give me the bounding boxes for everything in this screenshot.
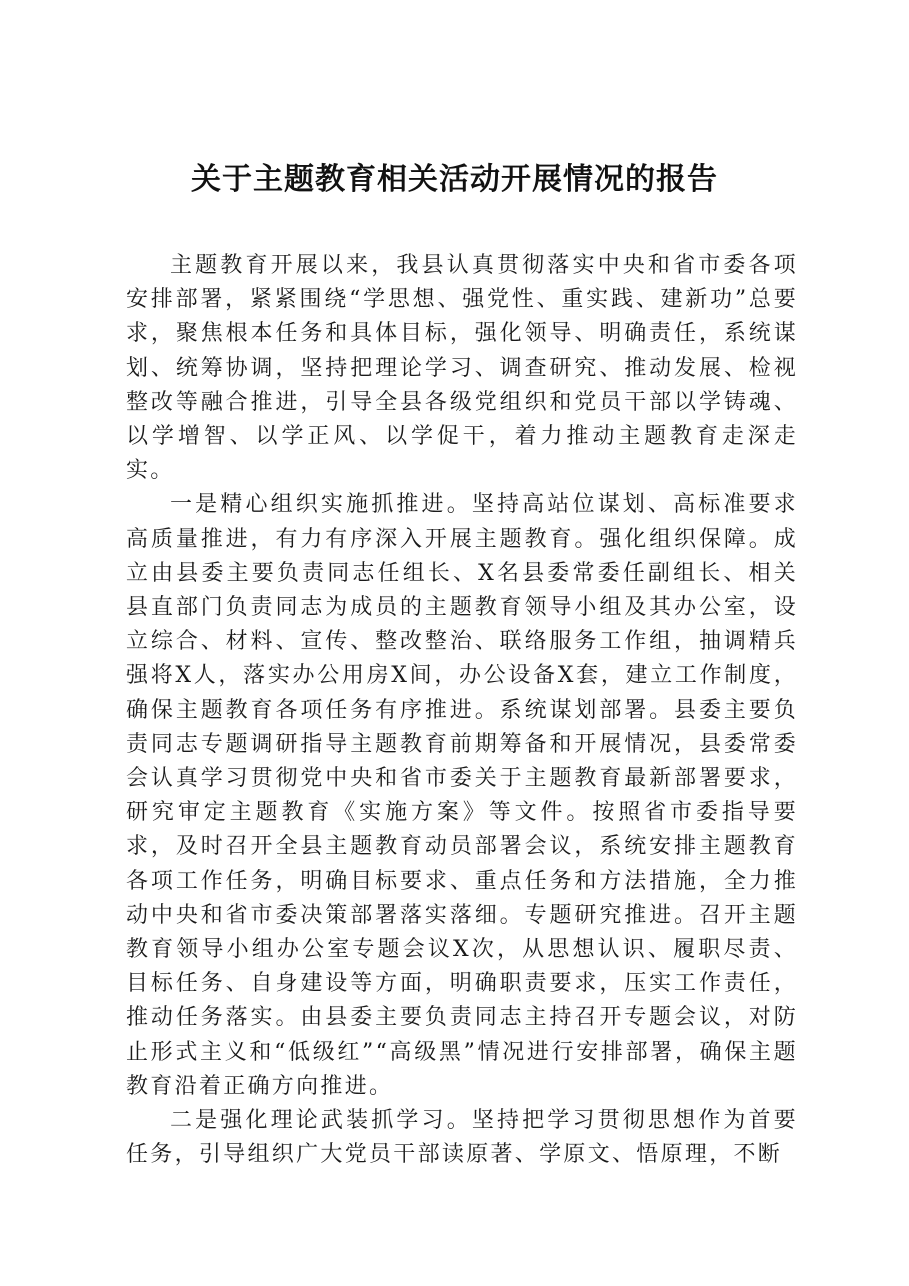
paragraph-intro: 主题教育开展以来，我县认真贯彻落实中央和省市委各项安排部署，紧紧围绕“学思想、强党性、重实践、建新功”总要求，聚焦根本任务和具体目标，强化领导、明确责任，系统谋划、统筹协调，坚持把理论学习、调查研究、推动发展、检视整改等融合推进，引导全县各级党组织和党员干部以学铸魂、以学增智、以学正风、以学促干，着力推动主题教育走深走实。: [126, 253, 798, 484]
paragraph-section-one: 一是精心组织实施抓推进。坚持高站位谋划、高标准要求高质量推进，有力有序深入开展主题教育。强化组织保障。成立由县委主要负责同志任组长、X名县委常委任副组长、相关县直部门负责同志为成员的主题教育领导小组及其办公室，设立综合、材料、宣传、整改整治、联络服务工作组，抽调精兵强将X人，落实办公用房X间，办公设备X套，建立工作制度，确保主题教育各项任务有序推进。系统谋划部署。县委主要负责同志专题调研指导主题教育前期筹备和开展情况，县委常委会认真学习贯彻党中央和省市委关于主题教育最新部署要求，研究审定主题教育《实施方案》等文件。按照省市委指导要求，及时召开全县主题教育动员部署会议，系统安排主题教育各项工作任务，明确目标要求、重点任务和方法措施，全力推动中央和省市委决策部署落实落细。专题研究推进。召开主题教育领导小组办公室专题会议X次，从思想认识、履职尽责、目标任务、自身建设等方面，明确职责要求，压实工作责任，推动任务落实。由县委主要负责同志主持召开专题会议，对防止形式主义和“低级红”“高级黑”情况进行安排部署，确保主题教育沿着正确方向推进。: [126, 492, 798, 1099]
paragraph-section-two: 二是强化理论武装抓学习。坚持把学习贯彻思想作为首要任务，引导组织广大党员干部读原著、学原文、悟原理，不断: [126, 1108, 798, 1168]
document-title: 关于主题教育相关活动开展情况的报告: [191, 162, 718, 197]
document-body: [126, 249, 798, 1172]
